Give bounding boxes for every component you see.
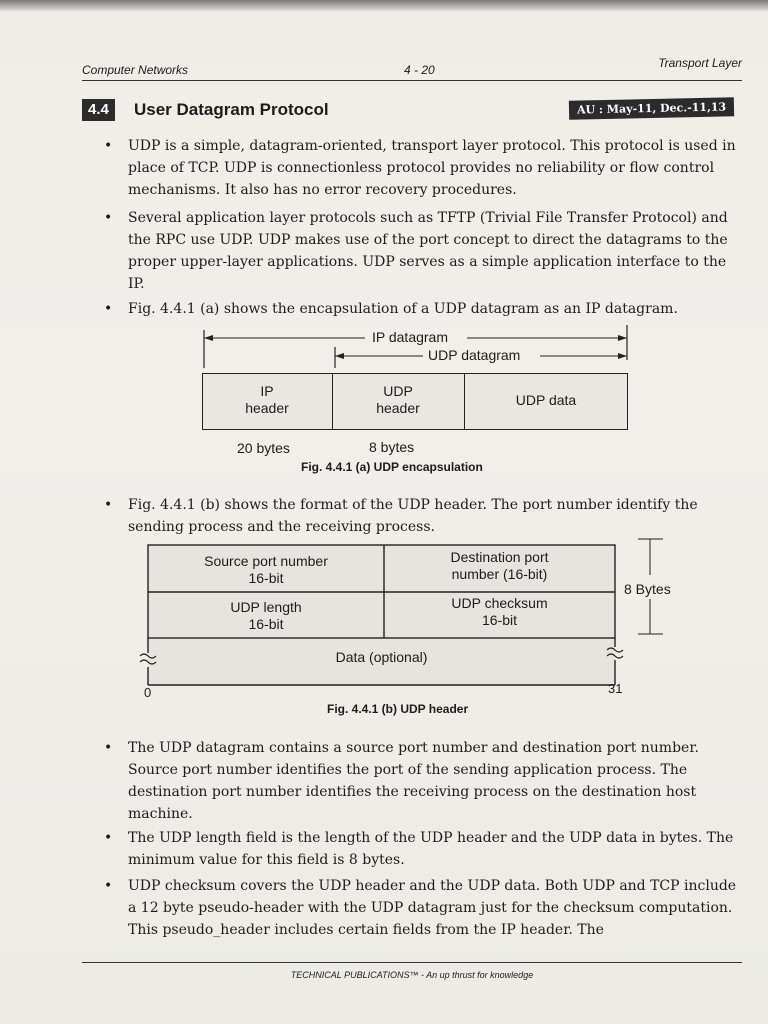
section-heading: [82, 99, 742, 123]
running-head-book: Computer Networks: [82, 63, 189, 77]
bullet-dot: •: [104, 878, 113, 894]
bullet-dot: •: [104, 497, 113, 513]
source-port-cell: [148, 553, 384, 587]
ip-header-line2: header: [245, 400, 289, 416]
ip-datagram-label: IP datagram: [372, 329, 449, 345]
footer-publisher: TECHNICAL PUBLICATIONS™ - An up thrust for knowledge: [290, 970, 534, 980]
paragraph-fig-a-ref: Fig. 4.4.1 (a) shows the encapsulation of a UDP datagram as an IP datagram.: [128, 301, 678, 317]
destination-port-line1: Destination port: [450, 549, 549, 565]
header-size-label: 8 Bytes: [624, 581, 671, 597]
paragraph-udp-checksum: UDP checksum covers the UDP header and the UDP data. Both UDP and TCP include a 12 byte pseudo-header with the UDP datagram just for the checksum computation. This pseudo_header includes certain fields from the IP header. The: [128, 878, 737, 938]
paragraph-udp-applications: Several application layer protocols such as TFTP (Trivial File Transfer Protocol) and the RPC use UDP. UDP makes use of the port concept to direct the datagrams to the proper upper-layer applications. UDP serves as a simple application interface to the IP.: [128, 210, 728, 292]
udp-length-cell: [148, 599, 384, 633]
destination-port-line2: number (16-bit): [451, 566, 548, 582]
data-optional-cell: Data (optional): [335, 649, 428, 665]
bit-end-label: 31: [608, 681, 623, 696]
bullet-dot: •: [104, 830, 113, 846]
source-port-line2: 16-bit: [248, 570, 284, 586]
running-head: [82, 56, 742, 80]
section-number: 4.4: [82, 99, 115, 121]
page-number: 4 - 20: [404, 63, 435, 77]
section-title: User Datagram Protocol: [134, 100, 329, 119]
udp-data-cell: UDP data: [515, 392, 577, 408]
udp-length-line1: UDP length: [230, 599, 302, 615]
ip-header-line1: IP: [260, 383, 274, 399]
ip-header-size: 20 bytes: [237, 440, 290, 456]
paragraph-udp-intro: UDP is a simple, datagram-oriented, transport layer protocol. This protocol is used in place of TCP. UDP is connectionless protocol provides no reliability or flow control mechanisms. It also has no error recovery procedures.: [128, 138, 736, 198]
ip-header-cell: [202, 383, 332, 417]
bullet-dot: •: [104, 301, 113, 317]
source-port-line1: Source port number: [204, 553, 328, 569]
bullet-dot: •: [104, 740, 113, 756]
bit-start-label: 0: [144, 685, 152, 700]
udp-checksum-cell: [384, 595, 615, 629]
udp-header-line2: header: [376, 400, 420, 416]
bullet-dot: •: [104, 210, 113, 226]
running-head-chapter: Transport Layer: [658, 56, 742, 70]
exam-tag: AU : May-11, Dec.-11,13: [569, 97, 735, 119]
paragraph-udp-length: The UDP length field is the length of the UDP header and the UDP data in bytes. The minimum value for this field is 8 bytes.: [128, 830, 734, 868]
figure-b-caption: Fig. 4.4.1 (b) UDP header: [327, 702, 469, 716]
udp-header-line1: UDP: [383, 383, 413, 399]
figure-a-caption: Fig. 4.4.1 (a) UDP encapsulation: [301, 460, 483, 474]
paragraph-port-numbers: The UDP datagram contains a source port number and destination port number. Source port number identifies the port of the sending application process. The destination port number identifies the receiving process on the destination host machine.: [128, 740, 699, 822]
udp-checksum-line2: 16-bit: [481, 612, 518, 628]
bullet-dot: •: [104, 138, 113, 154]
header-rule: [82, 80, 742, 81]
destination-port-cell: [384, 549, 615, 583]
footer-rule: [82, 962, 742, 963]
udp-header-cell: [332, 383, 464, 417]
udp-length-line2: 16-bit: [248, 616, 284, 632]
udp-datagram-label: UDP datagram: [428, 347, 521, 363]
page-top-shadow: [0, 0, 768, 12]
paragraph-fig-b-ref: Fig. 4.4.1 (b) shows the format of the UDP header. The port number identify the sending process and the receiving process.: [128, 497, 698, 535]
udp-checksum-line1: UDP checksum: [451, 595, 548, 611]
udp-header-size: 8 bytes: [369, 439, 415, 455]
